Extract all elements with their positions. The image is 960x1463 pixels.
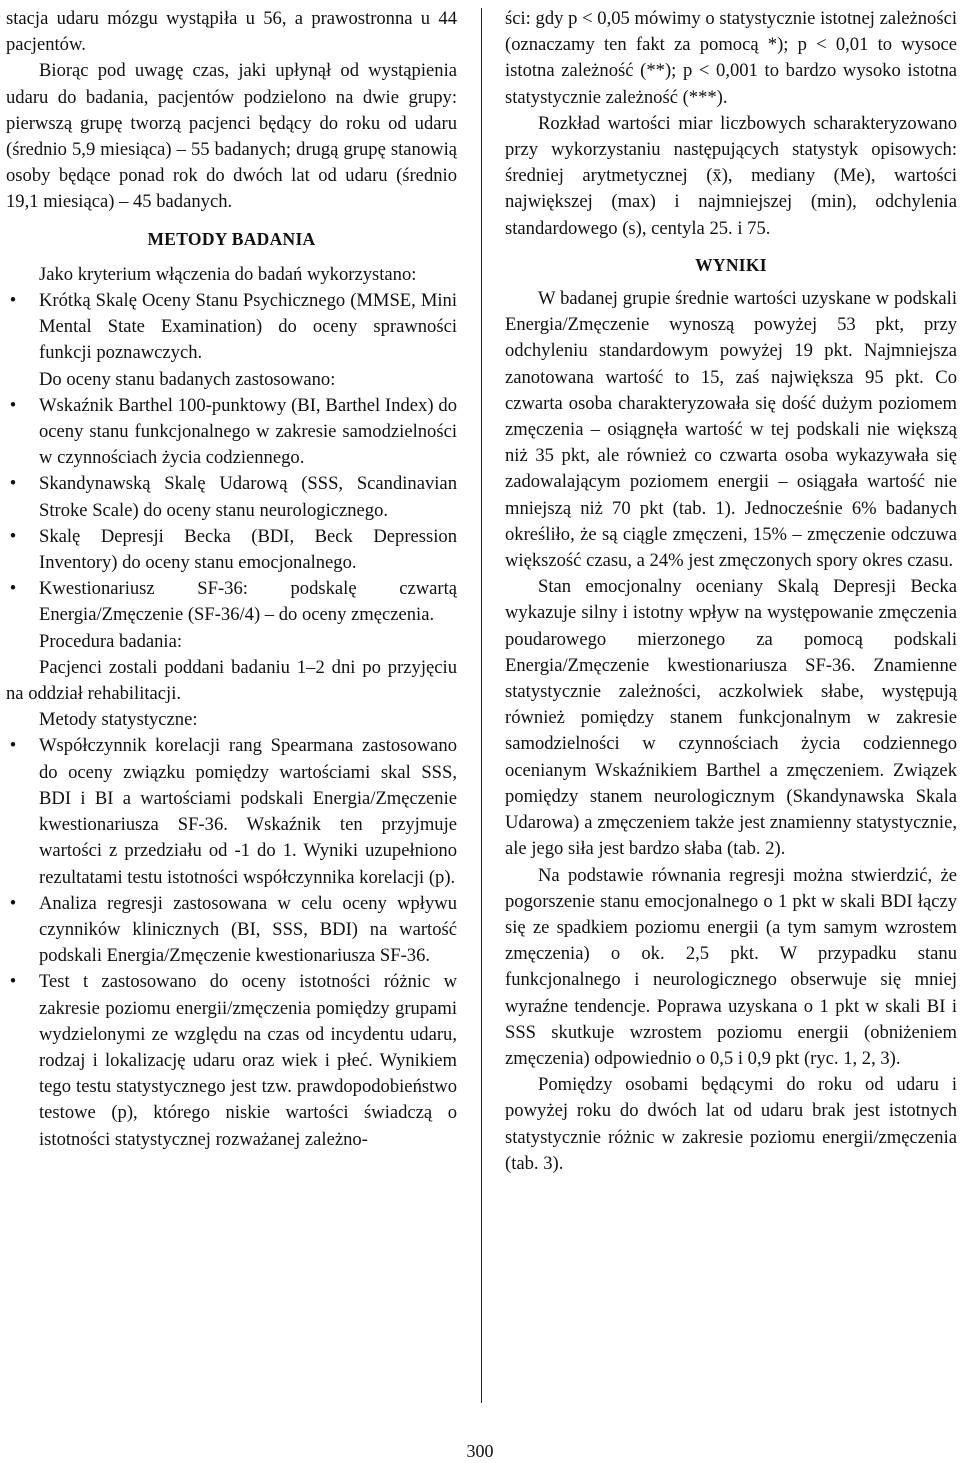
paragraph-procedure: Pacjenci zostali poddani badaniu 1–2 dni po przyjęciu na oddział rehabilitacji.: [6, 656, 457, 705]
list-item: • Krótką Skalę Oceny Stanu Psychicznego (MMSE, Mini Mental State Examination) do oceny sprawności funkcji poznawczych.: [6, 288, 457, 367]
heading-methods: METODY BADANIA: [147, 228, 316, 249]
paragraph-groups: Biorąc pod uwagę czas, jaki upłynął od wystąpienia udaru do badania, pacjentów podzielono na dwie grupy: pierwszą grupę tworzą pacjenci będący do roku od udaru (średnio 5,9 miesiąca) – 55 badanych; drugą grupę stanowią osoby będące ponad rok do dwóch lat od udaru (średnio 19,1 miesiąca) – 45 badanych.: [6, 60, 457, 213]
bullet-icon: •: [9, 578, 17, 600]
paragraph-significance: ści: gdy p < 0,05 mówimy o statystycznie istotnej zależności (oznaczamy ten fakt za pomocą *); p < 0,01 to wysoce istotna zależność (**); p < 0,001 to bardzo wysoko istotna statystycznie zależność (***).: [505, 8, 957, 108]
paragraph-criterion: Jako kryterium włączenia do badań wykorzystano:: [39, 263, 417, 285]
paragraph-distribution: Rozkład wartości miar liczbowych scharakteryzowano przy wykorzystaniu następujących statystyk opisowych: średniej arytmetycznej (x̄), mediany (Me), wartości największej (max) i najmniejszej (min), odchylenia standardowego (s), centyla 25. i 75.: [505, 112, 957, 239]
bullet-icon: •: [9, 473, 17, 495]
bullet-icon: •: [9, 290, 17, 312]
list-item: • Skalę Depresji Becka (BDI, Beck Depression Inventory) do oceny stanu emocjonalnego.: [6, 524, 457, 576]
left-column: [6, 6, 457, 1153]
bullet-icon: •: [9, 525, 17, 547]
list-item: • Analiza regresji zastosowana w celu oceny wpływu czynników klinicznych (BI, SSS, BDI) na wartość podskali Energia/Zmęczenie kwestionariusza SF-36.: [6, 891, 457, 970]
list-assessment: [6, 393, 457, 629]
paragraph-results-3: Na podstawie równania regresji można stwierdzić, że pogorszenie stanu emocjonalnego o 1 pkt w skali BDI łączy się ze spadkiem poziomu energii (a tym samym wzrostem zmęczenia) o ok. 2,5 pkt. W przypadku stanu funkcjonalnego i neurologicznego obserwuje się mniej wyraźne tendencje. Poprawa uzyskana o 1 pkt w skali BI i SSS skutkuje wzrostem poziomu energii (obniżeniem zmęczenia) odpowiednio o 0,5 i 0,9 pkt (ryc. 1, 2, 3).: [505, 864, 957, 1069]
paragraph-stats-label: Metody statystyczne:: [39, 709, 198, 731]
column-divider: [481, 8, 482, 1403]
paragraph-results-1: W badanej grupie średnie wartości uzyskane w podskali Energia/Zmęczenie wynoszą powyżej 53 pkt, przy odchyleniu standardowym powyżej 19 pkt. Najmniejsza zanotowana wartość to 15, zaś największa 95 pkt. Co czwarta osoba charakteryzowała się dość dużym poziomem zmęczenia – osiągnęła wartość w tej podskali nie większą niż 35 pkt, ale również co czwarta osoba wykazywała się zadowalającym poziomem energii – osiągała wartość nie mniejszą niż 70 pkt (tab. 1). Jednocześnie 6% badanych określiło, że są ciągle zmęczeni, 15% – zmęczenie odczuwa większość czasu, a 24% jest zmęczonych spory okres czasu.: [505, 288, 957, 572]
paragraph-assessment-label: Do oceny stanu badanych zastosowano:: [39, 368, 336, 390]
list-stats: [6, 733, 457, 1152]
bullet-icon: •: [9, 892, 17, 914]
list-criterion: [6, 288, 457, 367]
list-item: • Kwestionariusz SF-36: podskalę czwartą Energia/Zmęczenie (SF-36/4) – do oceny zmęczenia.: [6, 576, 457, 628]
heading-results: WYNIKI: [695, 254, 767, 275]
bullet-icon: •: [9, 735, 17, 757]
paragraph-procedure-label: Procedura badania:: [39, 630, 183, 652]
list-item: • Test t zastosowano do oceny istotności różnic w zakresie poziomu energii/zmęczenia pomiędzy grupami wydzielonymi ze względu na czas od incydentu udaru, rodzaj i lokalizację udaru oraz wiek i płeć. Wynikiem tego testu statystycznego jest tzw. prawdopodobieństwo testowe (p), którego niskie wartości świadczą o istotności statystycznej rozważanej zależno-: [6, 969, 457, 1152]
paragraph-results-2: Stan emocjonalny oceniany Skalą Depresji Becka wykazuje silny i istotny wpływ na występowanie zmęczenia poudarowego mierzonego za pomocą podskali Energia/Zmęczenie kwestionariusza SF-36. Znamienne statystycznie zależności, aczkolwiek słabe, występują również pomiędzy stanem funkcjonalnym w zakresie samodzielności w czynnościach życia codziennego ocenianym Wskaźnikiem Barthel a zmęczeniem. Związek pomiędzy stanem neurologicznym (Skandynawska Skala Udarowa) a zmęczeniem także jest znamienny statystycznie, ale jego siła jest bardzo słaba (tab. 2).: [505, 576, 957, 860]
bullet-icon: •: [9, 971, 17, 993]
list-item: • Skandynawską Skalę Udarową (SSS, Scandinavian Stroke Scale) do oceny stanu neurologicznego.: [6, 471, 457, 523]
right-column: [505, 6, 957, 1177]
page-number: 300: [466, 1441, 494, 1461]
bullet-icon: •: [9, 394, 17, 416]
list-item: • Wskaźnik Barthel 100-punktowy (BI, Barthel Index) do oceny stanu funkcjonalnego w zakresie samodzielności w czynnościach życia codziennego.: [6, 393, 457, 472]
list-item: • Współczynnik korelacji rang Spearmana zastosowano do oceny związku pomiędzy wartościami skal SSS, BDI i BI a wartościami podskali Energia/Zmęczenie kwestionariusza SF-36. Wskaźnik ten przyjmuje wartości z przedziału od -1 do 1. Wyniki uzupełniono rezultatami testu istotności współczynnika korelacji (p).: [6, 733, 457, 890]
paragraph-results-4: Pomiędzy osobami będącymi do roku od udaru i powyżej roku do dwóch lat od udaru brak jest istotnych statystycznie różnic w zakresie poziomu energii/zmęczenia (tab. 3).: [505, 1074, 957, 1174]
paragraph-intro-tail: stacja udaru mózgu wystąpiła u 56, a prawostronna u 44 pacjentów.: [6, 8, 457, 56]
